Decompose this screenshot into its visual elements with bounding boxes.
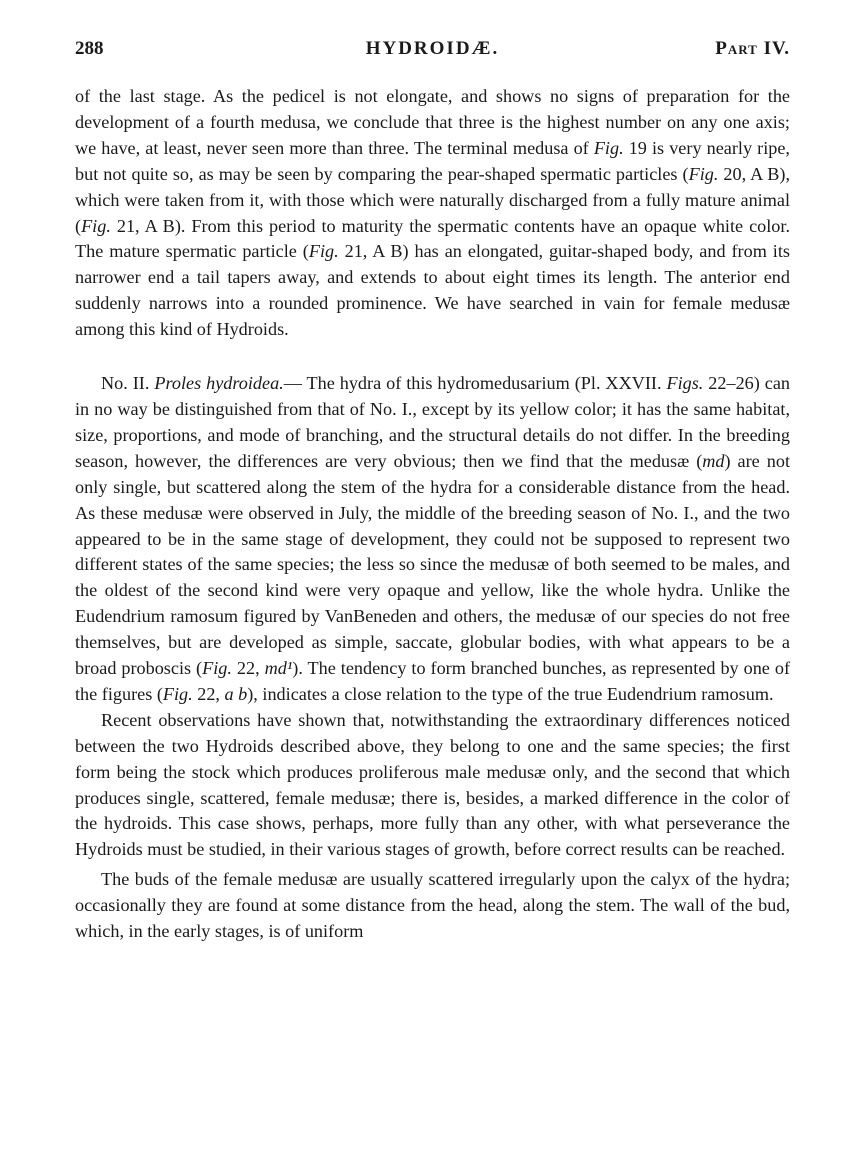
paragraph <box>75 371 790 708</box>
text-run: of the last stage. As the pedicel is not elongate, and shows no signs of preparation for the development of a fourth medusa, we conclude that three is the highest number on any one axis; we have, at least, never seen more than three. The terminal medusa of <box>75 86 790 158</box>
italic-text-run: Fig. <box>593 137 624 158</box>
running-head <box>75 38 790 68</box>
text-run: 22, <box>231 658 265 679</box>
text-run: 21, A B) has an elongated, guitar-shaped body, and from its narrower end a tail tapers away, and extends to about eight times its length. The anterior end suddenly narrows into a rounded prominence. We have searched in vain for female medusæ among this kind of Hydroids. <box>75 241 790 340</box>
text-run: Recent observations have shown that, notwithstanding the extraordinary differences noticed between the two Hydroids described above, they belong to one and the same species; the first form being the stock which produces proliferous male medusæ only, and the second that which produces single, scattered, female medusæ; there is, besides, a marked difference in the color of the hydroids. This case shows, perhaps, more fully than any other, with what perseverance the Hydroids must be studied, in their various stages of growth, before correct results can be reached. <box>75 709 790 860</box>
italic-text-run: a b <box>224 683 248 704</box>
text-run: ), indicates a close relation to the type of the true Eudendrium ramosum. <box>247 683 774 704</box>
italic-text-run: Figs. <box>666 373 704 394</box>
text-run: No. II. <box>101 373 155 394</box>
italic-text-run: md¹ <box>264 658 293 679</box>
italic-text-run: Fig. <box>81 215 111 236</box>
text-run: ). The tendency to form branched bunches, as represented by one of the figures ( <box>75 658 790 704</box>
running-title: HYDROIDÆ. <box>365 38 500 59</box>
text-run: ) are not only single, but scattered along the stem of the hydra for a considerable distance from the head. As these medusæ were observed in July, the middle of the breeding season of No. I., and the two appeared to be in the same stage of development, they could not be supposed to represent two different states of the same species; the less so since the medusæ of both seemed to be males, and the oldest of the second kind were very opaque and yellow, like the whole hydra. Unlike the Eudendrium ramosum figured by VanBeneden and others, the medusæ of our species do not free themselves, but are developed as simple, saccate, globular bodies, with what appears to be a broad proboscis ( <box>75 450 790 679</box>
paragraph <box>75 708 790 863</box>
italic-text-run: Fig. <box>162 683 193 704</box>
italic-text-run: Fig. <box>308 241 339 262</box>
italic-text-run: md <box>702 450 725 471</box>
italic-text-run: Fig. <box>202 658 232 679</box>
page-number: 288 <box>75 38 104 59</box>
text-run: 19 is very nearly ripe, but not quite so, as may be seen by comparing the pear-shaped spermatic particles ( <box>75 137 790 184</box>
text-run: — The hydra of this hydromedusarium (Pl. XXVII. <box>283 373 667 394</box>
part-label: Part IV. <box>715 38 790 59</box>
paragraph <box>75 84 790 343</box>
text-run: 20, A B), which were taken from it, with those which were naturally discharged from a fully mature animal ( <box>75 163 790 236</box>
body-text <box>75 84 790 945</box>
italic-text-run: Proles hydroidea. <box>154 373 284 394</box>
italic-text-run: Fig. <box>688 163 719 184</box>
text-run: 22–26) can in no way be distinguished from that of No. I., except by its yellow color; it has the same habitat, size, proportions, and mode of branching, and the structural details do not differ. In the breeding season, however, the differences are very obvious; then we find that the medusæ ( <box>75 373 791 471</box>
text-run: 22, <box>192 683 225 704</box>
text-run: 21, A B). From this period to maturity the spermatic contents have an opaque white color. The mature spermatic particle ( <box>75 215 790 262</box>
paragraph <box>75 867 790 945</box>
text-run: The buds of the female medusæ are usually scattered irregularly upon the calyx of the hydra; occasionally they are found at some distance from the head, along the stem. The wall of the bud, which, in the early stages, is of uniform <box>75 869 790 942</box>
